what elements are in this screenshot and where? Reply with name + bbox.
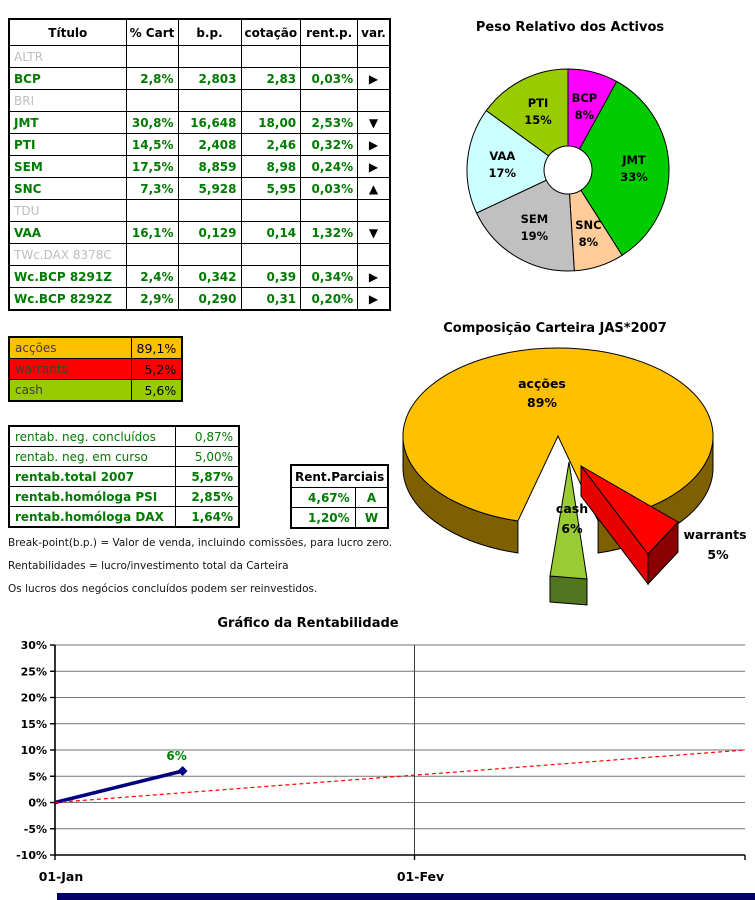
portfolio-table [8, 18, 391, 311]
cell-cotacao[interactable]: 2,46 [241, 134, 301, 156]
donut-slice-label: VAA [489, 148, 516, 163]
returns-value[interactable]: 0,87% [175, 426, 239, 447]
partials-value[interactable]: 1,20% [291, 508, 355, 529]
cell-rentp[interactable]: 1,32% [301, 222, 358, 244]
cell-bp[interactable]: 2,803 [178, 68, 241, 90]
returns-value[interactable]: 2,85% [175, 487, 239, 507]
var-right-icon[interactable]: ▶ [358, 68, 390, 90]
cell-rentp[interactable] [301, 90, 358, 112]
table-row-TDU [9, 200, 390, 222]
portfolio-table-body [9, 46, 390, 311]
allocation-label[interactable]: cash [9, 380, 131, 402]
col-header-rent.p.[interactable]: rent.p. [301, 19, 358, 46]
table-row-SNC [9, 178, 390, 200]
donut-slice-value: 8% [574, 108, 595, 123]
cell-var[interactable] [358, 244, 390, 266]
returns-label[interactable]: rentab.homóloga DAX [9, 507, 175, 528]
cell-bp[interactable] [178, 46, 241, 68]
partials-table-wrap [290, 464, 389, 529]
allocation-value[interactable]: 5,6% [131, 380, 182, 402]
table-row-JMT [9, 112, 390, 134]
cell-cotacao[interactable] [241, 90, 301, 112]
allocation-row-warrants [9, 359, 182, 380]
cell-titulo[interactable]: TWc.DAX 8378C [9, 244, 126, 266]
cell-cotacao[interactable] [241, 244, 301, 266]
note-breakpoint: Break-point(b.p.) = Valor de venda, incluindo comissões, para lucro zero. [8, 537, 393, 549]
var-right-icon[interactable]: ▶ [358, 288, 390, 311]
cell-titulo[interactable]: PTI [9, 134, 126, 156]
cell-cart[interactable]: 16,1% [126, 222, 178, 244]
donut-slice-value: 8% [578, 234, 599, 249]
cell-cart[interactable]: 7,3% [126, 178, 178, 200]
donut-slice-label: BCP [571, 91, 598, 106]
cell-var[interactable] [358, 200, 390, 222]
notes-block [8, 537, 392, 606]
pie3d-slice-accoes [403, 348, 713, 521]
var-down-icon[interactable]: ▼ [358, 112, 390, 134]
y-tick-label: 15% [20, 717, 47, 731]
cell-cotacao[interactable]: 8,98 [241, 156, 301, 178]
y-tick-label: 0% [28, 796, 47, 810]
cell-titulo[interactable]: TDU [9, 200, 126, 222]
donut-slice-value: 33% [620, 169, 648, 184]
pie3d-label-warrants: warrants [683, 527, 747, 542]
y-tick-label: -5% [23, 822, 47, 836]
pie3d-value-accoes: 89% [527, 395, 557, 410]
line-chart[interactable] [0, 612, 755, 897]
cell-bp[interactable]: 2,408 [178, 134, 241, 156]
returns-value[interactable]: 1,64% [175, 507, 239, 528]
returns-row [9, 507, 239, 528]
cell-bp[interactable] [178, 200, 241, 222]
pie3d-chart[interactable] [385, 332, 755, 610]
cell-titulo[interactable]: SEM [9, 156, 126, 178]
donut-slice-label: JMT [622, 152, 646, 167]
pie3d-label-cash: cash [555, 501, 589, 516]
cell-titulo[interactable]: VAA [9, 222, 126, 244]
var-right-icon[interactable]: ▶ [358, 266, 390, 288]
allocation-value[interactable]: 5,2% [131, 359, 182, 380]
cell-cotacao[interactable]: 0,39 [241, 266, 301, 288]
cell-cart[interactable]: 2,4% [126, 266, 178, 288]
returns-table [8, 425, 240, 528]
returns-label[interactable]: rentab. neg. concluídos [9, 426, 175, 447]
donut-slice-value: 15% [524, 113, 552, 128]
allocation-table-wrap [8, 336, 183, 402]
cell-cart[interactable]: 17,5% [126, 156, 178, 178]
y-tick-label: -10% [16, 849, 47, 862]
donut-slice-value: 17% [488, 165, 517, 180]
col-header-var.[interactable]: var. [358, 19, 390, 46]
cell-rentp[interactable]: 0,32% [301, 134, 358, 156]
pie3d-label-accoes: acções [518, 376, 566, 391]
line-chart-title: Gráfico da Rentabilidade [217, 616, 399, 631]
cell-var[interactable] [358, 90, 390, 112]
allocation-label[interactable]: acções [9, 337, 131, 359]
partials-code[interactable]: W [355, 508, 388, 529]
returns-value[interactable]: 5,87% [175, 467, 239, 487]
cell-rentp[interactable]: 0,03% [301, 68, 358, 90]
y-tick-label: 5% [28, 770, 47, 784]
x-tick-label: 01-Fev [396, 869, 445, 884]
cell-cart[interactable]: 30,8% [126, 112, 178, 134]
returns-row [9, 447, 239, 467]
partials-table [290, 464, 389, 529]
col-header-Título[interactable]: Título [9, 19, 126, 46]
returns-table-wrap [8, 425, 240, 528]
y-tick-label: 25% [20, 665, 47, 679]
cell-cart[interactable]: 2,8% [126, 68, 178, 90]
col-header-b.p.[interactable]: b.p. [178, 19, 241, 46]
partials-row-A [291, 488, 388, 508]
x-tick-label: 01-Jan [38, 869, 84, 884]
cell-titulo[interactable]: JMT [9, 112, 126, 134]
cell-bp[interactable]: 5,928 [178, 178, 241, 200]
cell-titulo[interactable]: BRI [9, 90, 126, 112]
cell-cart[interactable]: 2,9% [126, 288, 178, 311]
cell-cotacao[interactable]: 2,83 [241, 68, 301, 90]
allocation-value[interactable]: 89,1% [131, 337, 182, 359]
cell-titulo[interactable]: BCP [9, 68, 126, 90]
returns-row [9, 487, 239, 507]
cell-cart[interactable] [126, 244, 178, 266]
cell-bp[interactable] [178, 244, 241, 266]
col-header-cotação[interactable]: cotação [241, 19, 301, 46]
table-row-ALTR [9, 46, 390, 68]
allocation-table [8, 336, 183, 402]
y-tick-label: 30% [20, 639, 47, 652]
portfolio-header-row [9, 19, 390, 46]
cell-rentp[interactable]: 0,34% [301, 266, 358, 288]
var-up-icon[interactable]: ▲ [358, 178, 390, 200]
cell-titulo[interactable]: ALTR [9, 46, 126, 68]
returns-row [9, 467, 239, 487]
cell-rentp[interactable]: 0,24% [301, 156, 358, 178]
partials-value[interactable]: 4,67% [291, 488, 355, 508]
series-marker-diamond [178, 766, 188, 776]
cell-rentp[interactable]: 0,03% [301, 178, 358, 200]
cell-bp[interactable]: 0,129 [178, 222, 241, 244]
returns-label[interactable]: rentab.total 2007 [9, 467, 175, 487]
cell-bp[interactable]: 0,342 [178, 266, 241, 288]
cell-rentp[interactable]: 2,53% [301, 112, 358, 134]
returns-label[interactable]: rentab. neg. em curso [9, 447, 175, 467]
allocation-row-cash [9, 380, 182, 402]
note-rentabilidades: Rentabilidades = lucro/investimento total da Carteira [8, 560, 289, 572]
cell-cotacao[interactable] [241, 200, 301, 222]
cell-cart[interactable] [126, 46, 178, 68]
pie3d-slice-cash-side [550, 576, 587, 605]
partials-code[interactable]: A [355, 488, 388, 508]
table-row-BRI [9, 90, 390, 112]
cell-bp[interactable]: 16,648 [178, 112, 241, 134]
portfolio-table-wrap [8, 18, 391, 311]
cell-cotacao[interactable]: 18,00 [241, 112, 301, 134]
portfolio-table-header [9, 19, 390, 46]
donut-slice-value: 19% [520, 228, 549, 243]
col-header-% Cart[interactable]: % Cart [126, 19, 178, 46]
cell-rentp[interactable] [301, 200, 358, 222]
allocation-row-acções [9, 337, 182, 359]
donut-chart[interactable] [458, 60, 678, 280]
table-row-PTI [9, 134, 390, 156]
cell-cotacao[interactable]: 0,31 [241, 288, 301, 311]
table-row-TWc.DAX 8378C [9, 244, 390, 266]
series-end-label: 6% [166, 749, 187, 763]
cell-cart[interactable]: 14,5% [126, 134, 178, 156]
note-lucros: Os lucros dos negócios concluídos podem ser reinvestidos. [8, 583, 318, 595]
donut-slice-label: SEM [520, 211, 549, 226]
cell-bp[interactable]: 8,859 [178, 156, 241, 178]
cell-rentp[interactable]: 0,20% [301, 288, 358, 311]
cell-cotacao[interactable] [241, 46, 301, 68]
table-row-BCP [9, 68, 390, 90]
table-row-VAA [9, 222, 390, 244]
y-tick-label: 20% [20, 691, 47, 705]
table-row-Wc.BCP 8291Z [9, 266, 390, 288]
cell-bp[interactable] [178, 90, 241, 112]
var-right-icon[interactable]: ▶ [358, 134, 390, 156]
cell-cotacao[interactable]: 5,95 [241, 178, 301, 200]
cell-cart[interactable] [126, 200, 178, 222]
cell-titulo[interactable]: Wc.BCP 8291Z [9, 266, 126, 288]
cell-var[interactable] [358, 46, 390, 68]
bottom-bar [57, 893, 755, 900]
allocation-label[interactable]: warrants [9, 359, 131, 380]
cell-rentp[interactable] [301, 46, 358, 68]
returns-value[interactable]: 5,00% [175, 447, 239, 467]
cell-rentp[interactable] [301, 244, 358, 266]
returns-row [9, 426, 239, 447]
donut-slice-label: PTI [527, 96, 549, 111]
cell-bp[interactable]: 0,290 [178, 288, 241, 311]
table-row-SEM [9, 156, 390, 178]
pie3d-value-cash: 6% [561, 521, 583, 536]
pie3d-value-warrants: 5% [707, 547, 729, 562]
partials-row-W [291, 508, 388, 529]
cell-titulo[interactable]: Wc.BCP 8292Z [9, 288, 126, 311]
cell-titulo[interactable]: SNC [9, 178, 126, 200]
var-down-icon[interactable]: ▼ [358, 222, 390, 244]
cell-cotacao[interactable]: 0,14 [241, 222, 301, 244]
donut-slice-label: SNC [575, 217, 602, 232]
cell-cart[interactable] [126, 90, 178, 112]
var-right-icon[interactable]: ▶ [358, 156, 390, 178]
donut-chart-title: Peso Relativo dos Activos [475, 20, 665, 35]
returns-label[interactable]: rentab.homóloga PSI [9, 487, 175, 507]
pie3d-chart-title: Composição Carteira JAS*2007 [443, 321, 667, 336]
table-row-Wc.BCP 8292Z [9, 288, 390, 311]
y-tick-label: 10% [20, 744, 47, 757]
partials-title[interactable]: Rent.Parciais [291, 465, 388, 488]
